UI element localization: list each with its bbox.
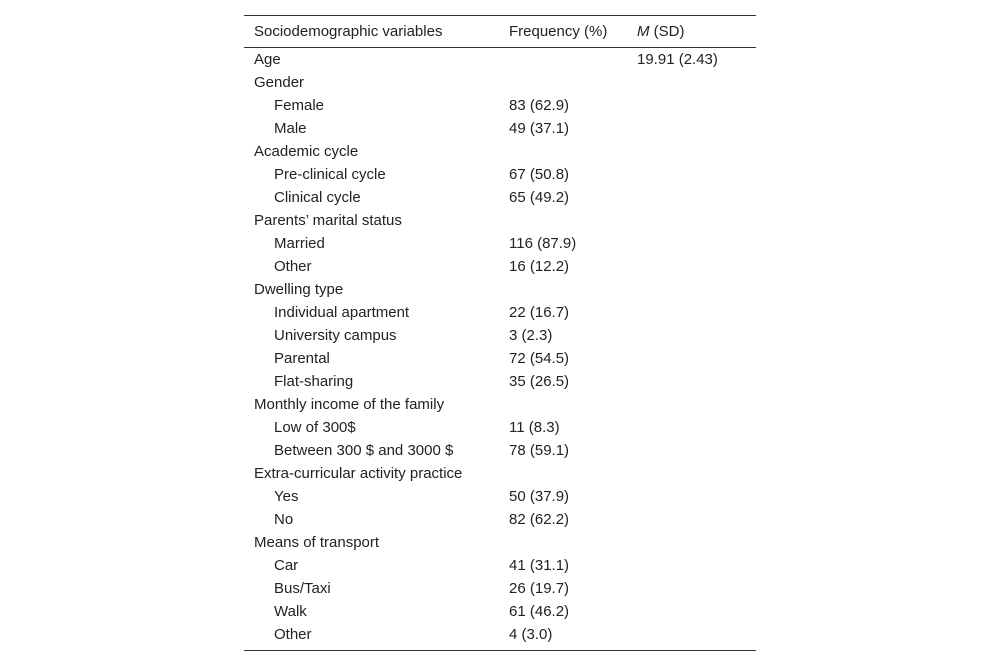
table-row xyxy=(244,577,756,600)
row-mean-sd xyxy=(627,94,756,117)
table-row xyxy=(244,140,756,163)
row-mean-sd xyxy=(627,163,756,186)
table-row xyxy=(244,71,756,94)
table-row xyxy=(244,278,756,301)
row-mean-sd: 19.91 (2.43) xyxy=(637,51,718,68)
row-mean-sd xyxy=(627,370,756,393)
row-mean-sd xyxy=(627,531,756,554)
row-label: Low of 300$ xyxy=(274,419,356,436)
row-frequency xyxy=(499,140,627,163)
header-frequency: Frequency (%) xyxy=(499,16,627,48)
row-frequency: 82 (62.2) xyxy=(509,511,570,528)
row-mean-sd xyxy=(627,140,756,163)
row-frequency: 3 (2.3) xyxy=(509,327,553,344)
table-row xyxy=(244,531,756,554)
row-label: Academic cycle xyxy=(254,143,359,160)
row-frequency: 11 (8.3) xyxy=(509,419,560,436)
row-label: Car xyxy=(274,557,299,574)
table-row xyxy=(244,393,756,416)
row-label: Other xyxy=(244,623,499,651)
row-frequency xyxy=(499,48,627,72)
row-frequency: 72 (54.5) xyxy=(509,350,570,367)
table-row xyxy=(244,370,756,393)
row-frequency: 35 (26.5) xyxy=(509,373,570,390)
table-row xyxy=(244,48,756,72)
table-body xyxy=(244,48,756,651)
row-mean-sd xyxy=(627,508,756,531)
header-sd-label: (SD) xyxy=(649,23,685,40)
row-frequency: 49 (37.1) xyxy=(509,120,570,137)
row-mean-sd xyxy=(627,554,756,577)
row-mean-sd xyxy=(627,186,756,209)
row-label: Pre-clinical cycle xyxy=(274,166,386,183)
row-frequency: 50 (37.9) xyxy=(509,488,570,505)
table-row xyxy=(244,255,756,278)
table-row xyxy=(244,439,756,462)
row-label: Parents’ marital status xyxy=(254,212,402,229)
table-row xyxy=(244,186,756,209)
row-mean-sd xyxy=(627,209,756,232)
row-mean-sd xyxy=(627,117,756,140)
row-frequency xyxy=(499,278,627,301)
row-frequency: 116 (87.9) xyxy=(509,235,577,252)
row-mean-sd xyxy=(627,393,756,416)
table-row xyxy=(244,117,756,140)
header-mean-sd xyxy=(627,16,756,48)
table-row xyxy=(244,462,756,485)
row-mean-sd xyxy=(627,485,756,508)
table-row xyxy=(244,347,756,370)
row-label: Monthly income of the family xyxy=(254,396,445,413)
table-row xyxy=(244,485,756,508)
row-mean-sd xyxy=(627,577,756,600)
row-frequency: 4 (3.0) xyxy=(499,623,627,651)
header-row xyxy=(244,16,756,48)
row-label: Flat-sharing xyxy=(274,373,354,390)
table-row xyxy=(244,554,756,577)
row-mean-sd xyxy=(627,324,756,347)
table-row xyxy=(244,232,756,255)
row-frequency: 65 (49.2) xyxy=(509,189,570,206)
row-label: Yes xyxy=(274,488,299,505)
table-row xyxy=(244,416,756,439)
row-label: Female xyxy=(274,97,325,114)
row-frequency: 41 (31.1) xyxy=(509,557,570,574)
table-row xyxy=(244,324,756,347)
row-label: Extra-curricular activity practice xyxy=(254,465,463,482)
table-row xyxy=(244,163,756,186)
row-label: Married xyxy=(274,235,325,252)
row-mean-sd xyxy=(627,347,756,370)
table-row xyxy=(244,301,756,324)
row-label: Clinical cycle xyxy=(274,189,361,206)
row-label: Bus/Taxi xyxy=(274,580,331,597)
row-label: Walk xyxy=(274,603,307,620)
header-mean-symbol: M xyxy=(637,23,650,40)
row-frequency xyxy=(499,71,627,94)
table-row xyxy=(244,600,756,623)
row-label: Dwelling type xyxy=(254,281,344,298)
row-label: Gender xyxy=(254,74,305,91)
row-frequency: 78 (59.1) xyxy=(509,442,570,459)
row-label: University campus xyxy=(274,327,397,344)
row-label: No xyxy=(274,511,294,528)
table-row xyxy=(244,94,756,117)
row-frequency xyxy=(499,209,627,232)
row-mean-sd xyxy=(627,462,756,485)
row-label: Between 300 $ and 3000 $ xyxy=(274,442,454,459)
row-label: Individual apartment xyxy=(274,304,410,321)
row-frequency: 67 (50.8) xyxy=(509,166,570,183)
row-mean-sd xyxy=(627,278,756,301)
row-label: Other xyxy=(274,258,312,275)
row-frequency: 22 (16.7) xyxy=(509,304,570,321)
row-mean-sd xyxy=(627,71,756,94)
table-row xyxy=(244,508,756,531)
row-mean-sd xyxy=(627,439,756,462)
header-variable: Sociodemographic variables xyxy=(244,16,499,48)
row-frequency: 26 (19.7) xyxy=(509,580,570,597)
sociodemographic-table xyxy=(244,15,756,651)
row-mean-sd xyxy=(627,600,756,623)
row-label: Parental xyxy=(274,350,330,367)
table-row xyxy=(244,209,756,232)
row-mean-sd xyxy=(627,416,756,439)
table-row xyxy=(244,623,756,651)
row-mean-sd xyxy=(627,255,756,278)
row-frequency xyxy=(499,462,627,485)
row-mean-sd xyxy=(627,232,756,255)
row-frequency: 83 (62.9) xyxy=(509,97,570,114)
row-frequency: 61 (46.2) xyxy=(509,603,570,620)
table-header xyxy=(244,16,756,48)
row-label: Male xyxy=(274,120,307,137)
row-mean-sd xyxy=(627,301,756,324)
row-mean-sd xyxy=(627,623,756,651)
row-label: Age xyxy=(254,51,281,68)
sociodemographic-table-container xyxy=(244,15,756,651)
row-label: Means of transport xyxy=(254,534,380,551)
row-frequency xyxy=(499,393,627,416)
row-frequency: 16 (12.2) xyxy=(509,258,570,275)
row-frequency xyxy=(499,531,627,554)
